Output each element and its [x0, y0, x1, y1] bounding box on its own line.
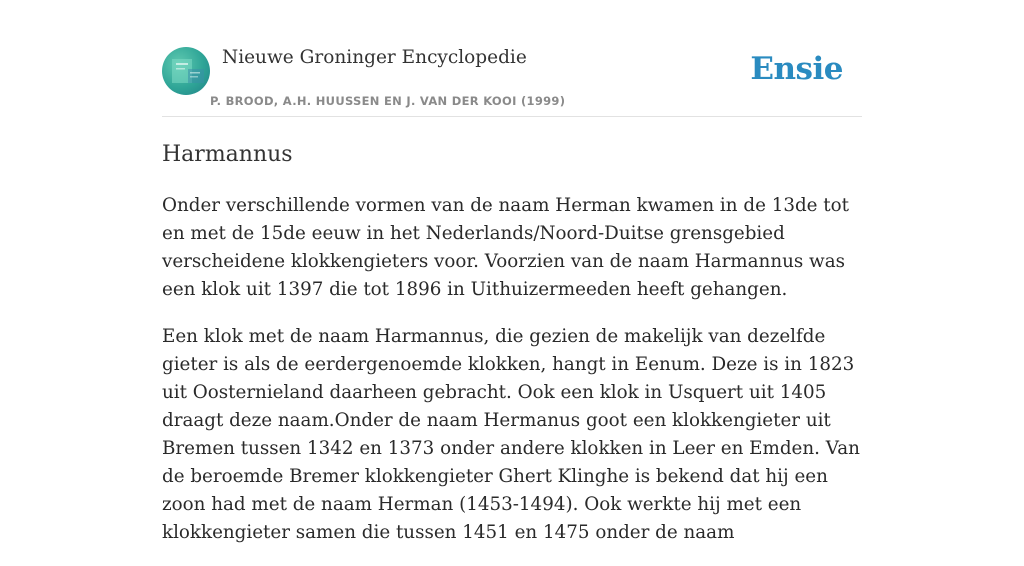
source-author: P. BROOD, A.H. HUUSSEN EN J. VAN DER KOOI (1999) — [210, 94, 566, 108]
entry-title: Harmannus — [162, 142, 293, 167]
entry-body — [162, 192, 862, 566]
brand-logo[interactable]: Ensie — [750, 51, 843, 87]
source-header — [162, 0, 862, 117]
page-container — [162, 0, 862, 543]
source-title[interactable]: Nieuwe Groninger Encyclopedie — [222, 47, 527, 68]
entry-paragraph: Een klok met de naam Harmannus, die gezien de makelijk van dezelfde gieter is als de eerdergenoemde klokken, hangt in Eenum. Deze is in 1823 uit Oosternieland daarheen gebracht. Ook een klok in Usquert uit 1405 draagt deze naam.Onder de naam Hermanus goot een klokkengieter uit Bremen tussen 1342 en 1373 onder andere klokken in Leer en Emden. Van de beroemde Bremer klokkengieter Ghert Klinghe is bekend dat hij een zoon had met de naam Herman (1453-1494). Ook werkte hij met een klokkengieter samen die tussen 1451 en 1475 onder de naam — [162, 326, 860, 543]
entry-paragraph: Onder verschillende vormen van de naam Herman kwamen in de 13de tot en met de 15de eeuw in het Nederlands/Noord-Duitse grensgebied verscheidene klokkengieters voor. Voorzien van de naam Harmannus was een klok uit 1397 die tot 1896 in Uithuizermeeden heeft gehangen. — [162, 195, 849, 300]
book-cover-icon[interactable] — [162, 47, 210, 95]
